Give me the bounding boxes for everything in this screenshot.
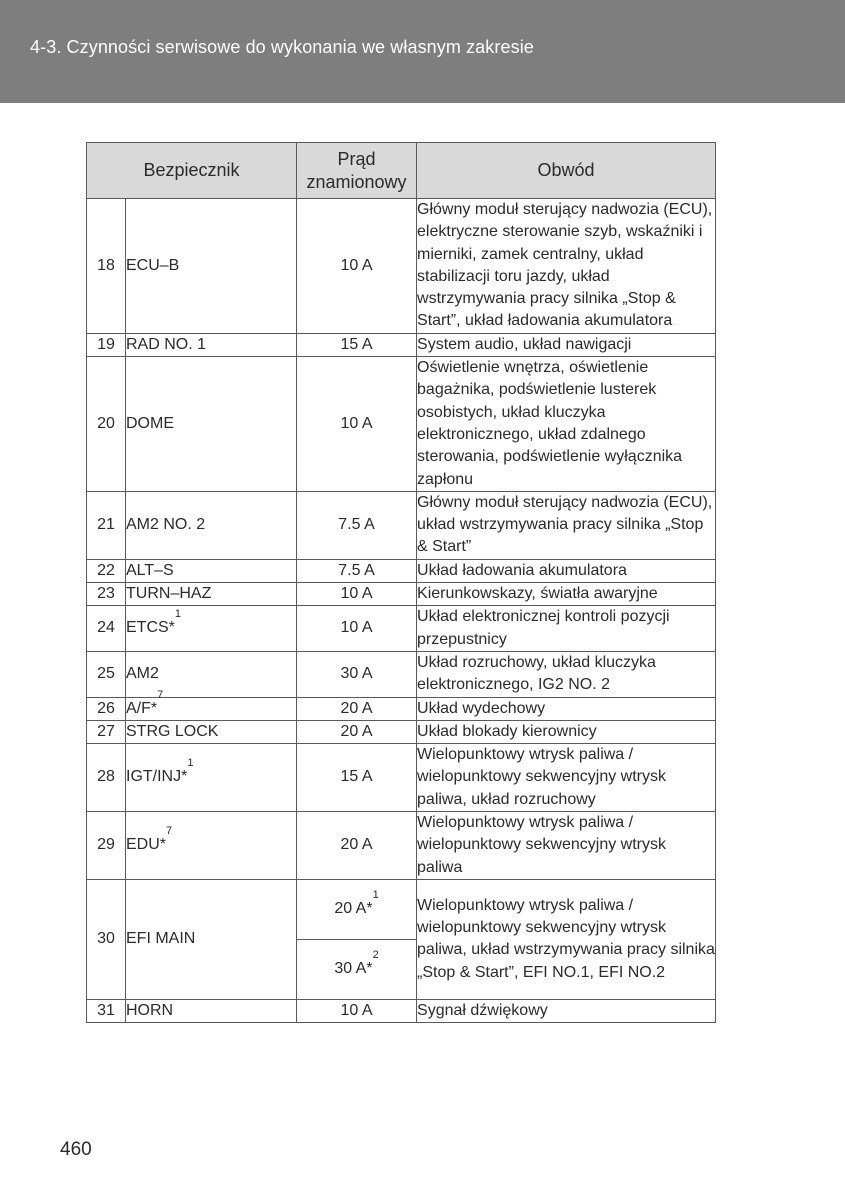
fuse-number: 19 [87, 333, 126, 356]
table-row [87, 583, 716, 606]
fuse-name [126, 559, 297, 582]
fuse-number: 27 [87, 720, 126, 743]
page-number: 460 [60, 1139, 92, 1160]
fuse-rating: 10 A [297, 999, 417, 1022]
table-row [87, 559, 716, 582]
fuse-name-text: RAD NO. 1 [126, 335, 207, 353]
fuse-name: EFI MAIN [126, 879, 297, 999]
fuse-rating: 20 A [297, 697, 417, 720]
fuse-rating: 20 A [297, 812, 417, 880]
table-row [87, 491, 716, 559]
fuse-rating: 10 A [297, 199, 417, 334]
fuse-name [126, 333, 297, 356]
fuse-circuit: Układ wydechowy [417, 697, 716, 720]
fuse-rating: 7.5 A [297, 491, 417, 559]
fuse-rating: 10 A [297, 357, 417, 492]
fuse-name-footnote: 7 [157, 688, 164, 701]
table-row [87, 357, 716, 492]
fuse-rating: 30 A [297, 651, 417, 697]
fuse-name [126, 199, 297, 334]
fuse-name-footnote: 1 [187, 757, 194, 770]
fuse-circuit: Główny moduł sterujący nadwozia (ECU), układ wstrzymywania pracy silnika „Stop & Start” [417, 491, 716, 559]
fuse-number: 18 [87, 199, 126, 334]
table-row [87, 199, 716, 334]
fuse-number: 22 [87, 559, 126, 582]
fuse-circuit: Układ elektronicznej kontroli pozycji przepustnicy [417, 606, 716, 652]
header-fuse: Bezpiecznik [87, 143, 297, 199]
fuse-rating: 10 A [297, 606, 417, 652]
chapter-header [0, 0, 845, 103]
fuse-name [126, 357, 297, 492]
table-row [87, 744, 716, 812]
fuse-name-text: A/F* [126, 699, 158, 717]
fuse-name-footnote: 1 [174, 608, 182, 621]
fuse-rating: 10 A [297, 583, 417, 606]
fuse-name [126, 606, 297, 652]
fuse-name-text: AM2 [126, 665, 159, 683]
fuse-name [126, 812, 297, 880]
table-row [87, 606, 716, 652]
fuse-rating: 15 A [297, 333, 417, 356]
fuse-name-text: EDU* [126, 836, 167, 854]
fuse-name-text: DOME [126, 414, 174, 432]
table-row [87, 999, 716, 1022]
fuse-name: HORN [126, 999, 297, 1022]
fuse-rating: 20 A [297, 720, 417, 743]
fuse-name [126, 688, 297, 720]
table-row [87, 697, 716, 720]
fuse-name [126, 583, 297, 606]
fuse-name [126, 651, 297, 697]
fuse-number: 28 [87, 744, 126, 812]
fuse-circuit: Wielopunktowy wtrysk paliwa / wielopunktowy sekwencyjny wtrysk paliwa, układ wstrzymywania pracy silnika „Stop & Start”, EFI NO.1, EFI NO.2 [417, 879, 716, 999]
fuse-name-text: IGT/INJ* [126, 768, 188, 786]
rating-footnote: 1 [372, 889, 379, 902]
fuse-name-text: STRG LOCK [126, 722, 219, 740]
header-rating [297, 143, 417, 199]
fuse-rating: 7.5 A [297, 559, 417, 582]
fuse-name-text: ETCS* [126, 619, 175, 637]
fuse-name [126, 491, 297, 559]
fuse-name-text: AM2 NO. 2 [126, 516, 206, 534]
header-circuit: Obwód [417, 143, 716, 199]
fuse-name-text: ECU–B [126, 256, 180, 274]
fuse-name [126, 744, 297, 812]
fuse-number: 30 [87, 879, 126, 999]
fuse-circuit: Wielopunktowy wtrysk paliwa / wielopunktowy sekwencyjny wtrysk paliwa, układ rozruchowy [417, 744, 716, 812]
header-rating-label: Prąd znamionowy [306, 148, 407, 192]
fuse-number: 26 [87, 697, 126, 720]
fuse-rating: 15 A [297, 744, 417, 812]
rating-footnote: 2 [372, 949, 379, 962]
rating-text: 30 A* [334, 960, 373, 978]
table-row [87, 720, 716, 743]
table-row [87, 879, 716, 939]
fuse-table [86, 142, 716, 1023]
fuse-circuit: Główny moduł sterujący nadwozia (ECU), elektryczne sterowanie szyb, wskaźniki i mierniki, zamek centralny, układ stabilizacji toru jazdy, układ wstrzymywania pracy silnika „Stop & Start”, układ ładowania akumulatora [417, 199, 716, 334]
table-row [87, 812, 716, 880]
fuse-number: 29 [87, 812, 126, 880]
chapter-title: 4-3. Czynności serwisowe do wykonania we własnym zakresie [30, 37, 534, 57]
fuse-circuit: Sygnał dźwiękowy [417, 999, 716, 1022]
table-row [87, 333, 716, 356]
fuse-circuit: Układ rozruchowy, układ kluczyka elektronicznego, IG2 NO. 2 [417, 651, 716, 697]
fuse-circuit: Oświetlenie wnętrza, oświetlenie bagażnika, podświetlenie lusterek osobistych, układ kluczyka elektronicznego, układ zdalnego sterowania, podświetlenie wyłącznika zapłonu [417, 357, 716, 492]
fuse-number: 31 [87, 999, 126, 1022]
fuse-circuit: Układ blokady kierownicy [417, 720, 716, 743]
fuse-circuit: Wielopunktowy wtrysk paliwa / wielopunktowy sekwencyjny wtrysk paliwa [417, 812, 716, 880]
fuse-rating [297, 879, 417, 939]
fuse-number: 25 [87, 651, 126, 697]
fuse-name-text: TURN–HAZ [126, 585, 212, 603]
table-row [87, 651, 716, 697]
fuse-rating [297, 939, 417, 999]
fuse-number: 20 [87, 357, 126, 492]
fuse-name-text: ALT–S [126, 561, 174, 579]
fuse-name-footnote: 7 [166, 825, 173, 838]
fuse-number: 24 [87, 606, 126, 652]
table-header-row [87, 143, 716, 199]
fuse-number: 21 [87, 491, 126, 559]
rating-text: 20 A* [334, 900, 373, 918]
fuse-circuit: Kierunkowskazy, światła awaryjne [417, 583, 716, 606]
fuse-name [126, 720, 297, 743]
fuse-circuit: System audio, układ nawigacji [417, 333, 716, 356]
fuse-number: 23 [87, 583, 126, 606]
fuse-circuit: Układ ładowania akumulatora [417, 559, 716, 582]
